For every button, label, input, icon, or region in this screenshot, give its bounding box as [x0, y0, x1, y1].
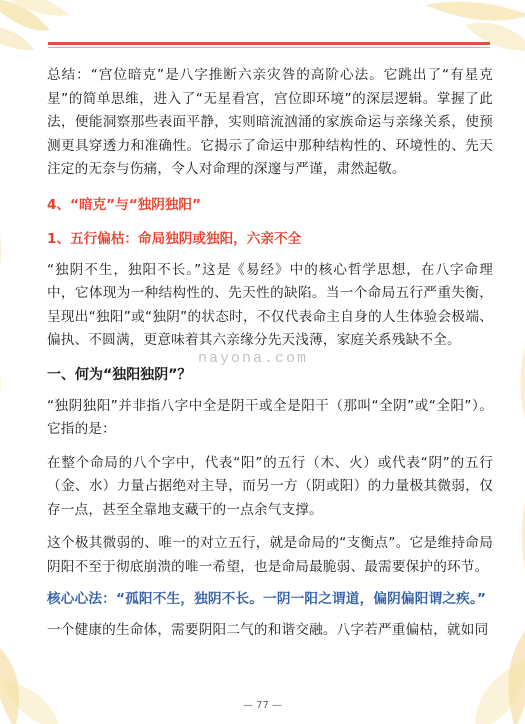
yin-yang-paragraph: “独阴不生，独阳不长。”这是《易经》中的核心哲学思想，在八字命理中，它体现为一种结构性的、先天性的缺陷。当一个命局五行严重失衡，呈现出“独阳”或“独阴”的状态时，不仅代表命主自身的人生体验会极端、偏执、不圆满，更意味着其六亲缘分先天浅薄，家庭关系残缺不全。	[47, 261, 493, 348]
leaf-decoration-icon	[405, 0, 525, 65]
question-heading: 一、何为“独阳独阴”？	[47, 366, 192, 383]
balance-point-paragraph: 这个极其微弱的、唯一的对立五行，就是命局的“支衡点”。它是维持命局阴阳不至于彻底崩溃的唯一希望，也是命局最脆弱、最需要保护的环节。	[47, 535, 493, 575]
closing-paragraph: 一个健康的生命体，需要阴阳二气的和谐交融。八字若严重偏枯，就如同	[47, 622, 489, 638]
subsection-heading-1: 1、五行偏枯：命局独阴或独阳，六亲不全	[47, 230, 302, 247]
summary-paragraph: 总结：“宫位暗克”是八字推断六亲灾咎的高阶心法。它跳出了“有星克星”的简单思维，进入了“无星看宫，宫位即环境”的深层逻辑。掌握了此法，便能洞察那些表面平静，实则暗流汹涌的家族命运与亲缘关系，使预测更具穿透力和准确性。它揭示了命运中那种结构性的、环境性的、先天注定的无奈与伤痛，令人对命理的深邃与严谨，肃然起敬。	[47, 67, 493, 177]
eight-characters-paragraph: 在整个命局的八个字中，代表“阳”的五行（木、火）或代表“阴”的五行（金、水）力量占据绝对主导，而另一方（阴或阳）的力量极其微弱，仅存一点，甚至全靠地支藏干的一点余气支撑。	[47, 454, 493, 518]
leaf-decoration-icon	[0, 0, 100, 70]
core-principle	[47, 588, 493, 611]
core-principle-label: 核心心法：	[47, 591, 116, 607]
page-number: — 77 —	[242, 700, 283, 711]
header-rule-thin	[48, 47, 490, 48]
leaf-decoration-icon	[0, 180, 25, 480]
definition-paragraph: “独阴独阳”并非指八字中全是阴干或全是阳干（那叫“全阴”或“全阳”）。它指的是：	[47, 397, 493, 437]
leaf-decoration-icon	[497, 310, 525, 610]
watermark: nayona.com	[198, 350, 309, 367]
header-rule	[48, 42, 490, 45]
section-heading-4: 4、“暗克”与“独阴独阳”	[47, 196, 201, 213]
core-principle-text: “孤阳不生，独阴不长。一阴一阳之谓道，偏阴偏阳谓之疾。”	[115, 591, 487, 607]
